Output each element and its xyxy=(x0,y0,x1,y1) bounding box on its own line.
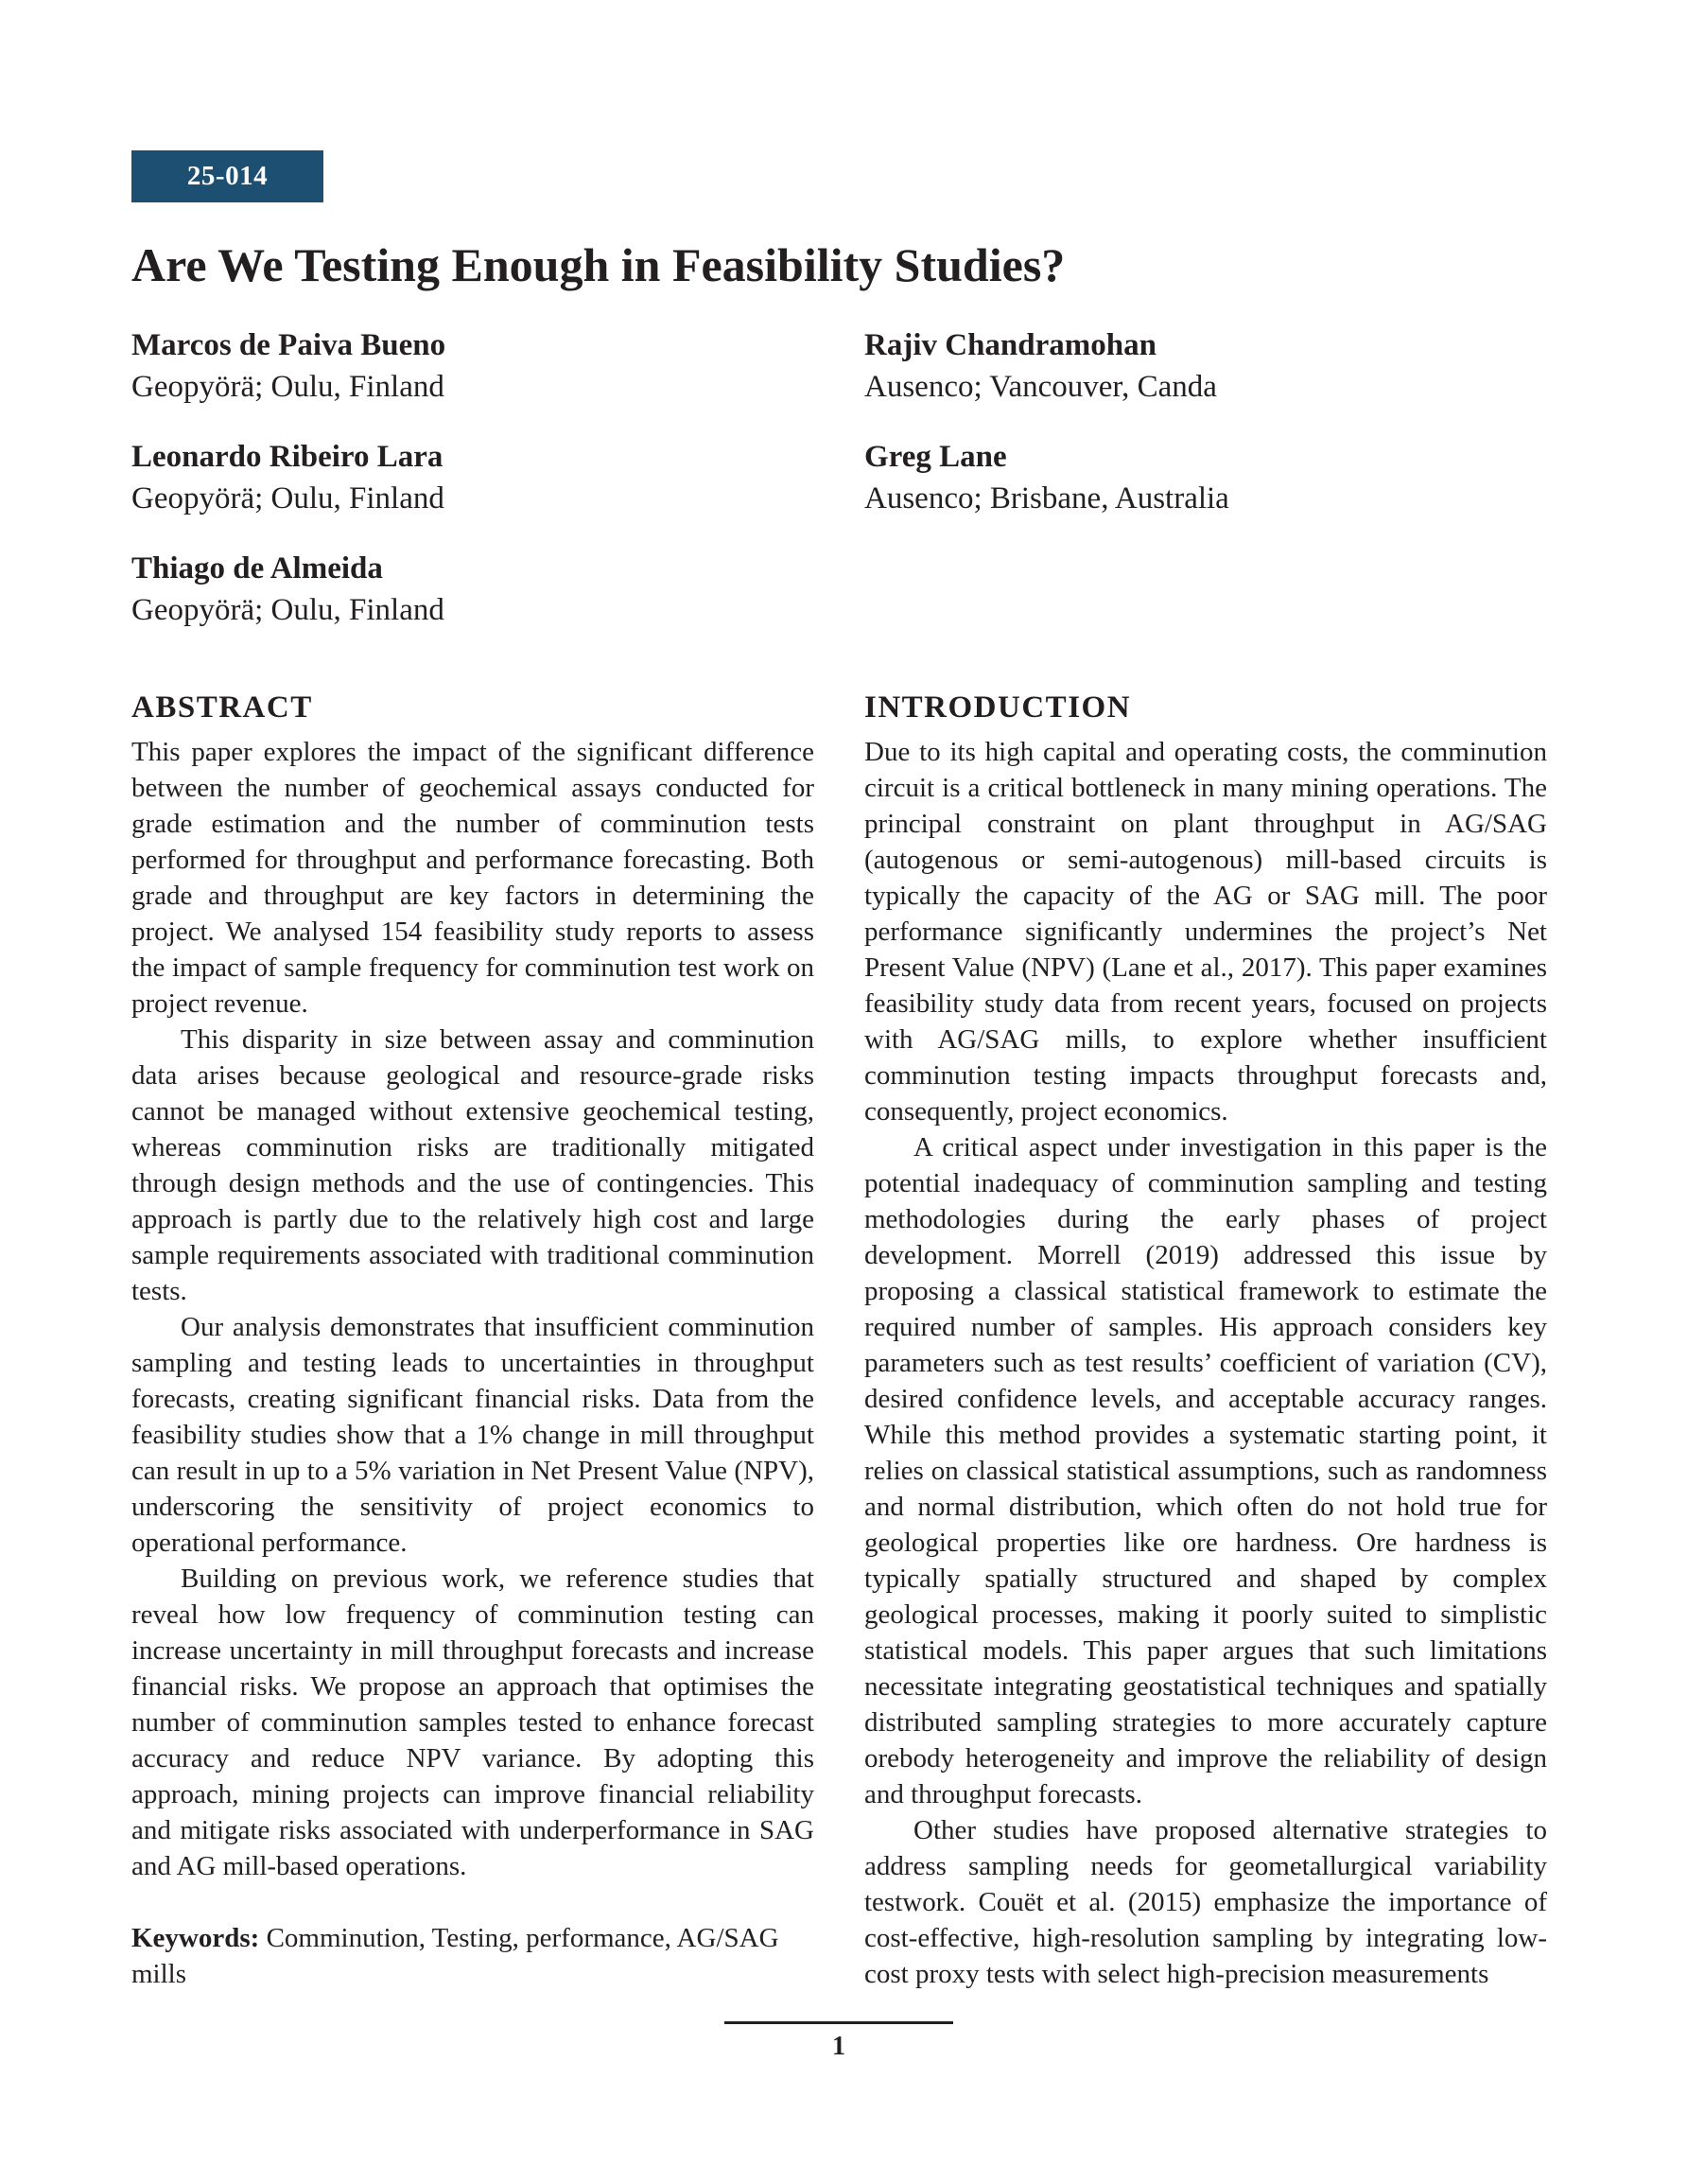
abstract-paragraph: This disparity in size between assay and comminution data arises because geological and resource-grade risks cannot be managed without extensive geochemical testing, whereas comminution risks are traditionally mitigated through design methods and the use of contingencies. This approach is partly due to the relatively high cost and large sample requirements associated with traditional comminution tests. xyxy=(131,1024,814,1306)
author-column-left xyxy=(131,324,793,659)
author xyxy=(131,324,793,408)
author-affiliation: Ausenco; Vancouver, Canda xyxy=(864,370,1217,404)
page-number: 1 xyxy=(832,2032,845,2061)
abstract-paragraph: Building on previous work, we reference studies that reveal how low frequency of comminution testing can increase uncertainty in mill throughput forecasts and increase financial risks. We propose an approach that optimises the number of comminution samples tested to enhance forecast accuracy and reduce NPV variance. By adopting this approach, mining projects can improve financial reliability and mitigate risks associated with underperformance in SAG and AG mill-based operations. xyxy=(131,1564,814,1881)
author-name: Thiago de Almeida xyxy=(131,551,383,585)
author xyxy=(864,436,1526,519)
author xyxy=(131,548,793,631)
author-affiliation: Geopyörä; Oulu, Finland xyxy=(131,593,444,627)
abstract-heading: ABSTRACT xyxy=(131,690,313,725)
author xyxy=(131,436,793,519)
keywords xyxy=(131,1920,814,1992)
paper-id-badge xyxy=(131,150,323,202)
author-name: Greg Lane xyxy=(864,440,1007,474)
paper-id: 25-014 xyxy=(186,161,269,191)
introduction-paragraph: Other studies have proposed alternative strategies to address sampling needs for geometallurgical variability testwork. Couët et al. (2015) emphasize the importance of cost-effective, high-resolution sampling by integrating low-cost proxy tests with select high-precision measurements xyxy=(864,1815,1547,1989)
keywords-list: Comminution, Testing, performance, AG/SAG mills xyxy=(131,1923,779,1989)
author-affiliation: Ausenco; Brisbane, Australia xyxy=(864,481,1229,515)
author-affiliation: Geopyörä; Oulu, Finland xyxy=(131,481,444,515)
introduction-section xyxy=(864,687,1547,1992)
footer-rule xyxy=(724,2021,953,2024)
author-affiliation: Geopyörä; Oulu, Finland xyxy=(131,370,444,404)
introduction-heading: INTRODUCTION xyxy=(864,690,1132,725)
abstract-section xyxy=(131,687,814,1992)
author-name: Marcos de Paiva Bueno xyxy=(131,328,446,362)
author-name: Rajiv Chandramohan xyxy=(864,328,1157,362)
abstract-paragraph: This paper explores the impact of the significant difference between the number of geochemical assays conducted for grade estimation and the number of comminution tests performed for throughput and performance forecasting. Both grade and throughput are key factors in determining the project. We analysed 154 feasibility study reports to assess the impact of sample frequency for comminution test work on project revenue. xyxy=(131,737,814,1019)
author xyxy=(864,324,1526,408)
paper-title: Are We Testing Enough in Feasibility Studies? xyxy=(131,238,1066,291)
keywords-label: Keywords: xyxy=(131,1923,260,1953)
abstract-paragraph: Our analysis demonstrates that insufficient comminution sampling and testing leads to uncertainties in throughput forecasts, creating significant financial risks. Data from the feasibility studies show that a 1% change in mill throughput can result in up to a 5% variation in Net Present Value (NPV), underscoring the sensitivity of project economics to operational performance. xyxy=(131,1312,814,1558)
introduction-paragraph: Due to its high capital and operating costs, the comminution circuit is a critical bottleneck in many mining operations. The principal constraint on plant throughput in AG/SAG (autogenous or semi-autogenous) mill-based circuits is typically the capacity of the AG or SAG mill. The poor performance significantly undermines the project’s Net Present Value (NPV) (Lane et al., 2017). This paper examines feasibility study data from recent years, focused on projects with AG/SAG mills, to explore whether insufficient comminution testing impacts throughput forecasts and, consequently, project economics. xyxy=(864,737,1547,1127)
author-column-right xyxy=(864,324,1526,548)
introduction-paragraph: A critical aspect under investigation in this paper is the potential inadequacy of comminution sampling and testing methodologies during the early phases of project development. Morrell (2019) addressed this issue by proposing a classical statistical framework to estimate the required number of samples. His approach considers key parameters such as test results’ coefficient of variation (CV), desired confidence levels, and acceptable accuracy ranges. While this method provides a systematic starting point, it relies on classical statistical assumptions, such as randomness and normal distribution, which often do not hold true for geological properties like ore hardness. Ore hardness is typically spatially structured and shaped by complex geological processes, making it poorly suited to simplistic statistical models. This paper argues that such limitations necessitate integrating geostatistical techniques and spatially distributed sampling strategies to more accurately capture orebody heterogeneity and improve the reliability of design and throughput forecasts. xyxy=(864,1132,1547,1809)
author-name: Leonardo Ribeiro Lara xyxy=(131,440,443,474)
author-block xyxy=(131,324,1559,627)
